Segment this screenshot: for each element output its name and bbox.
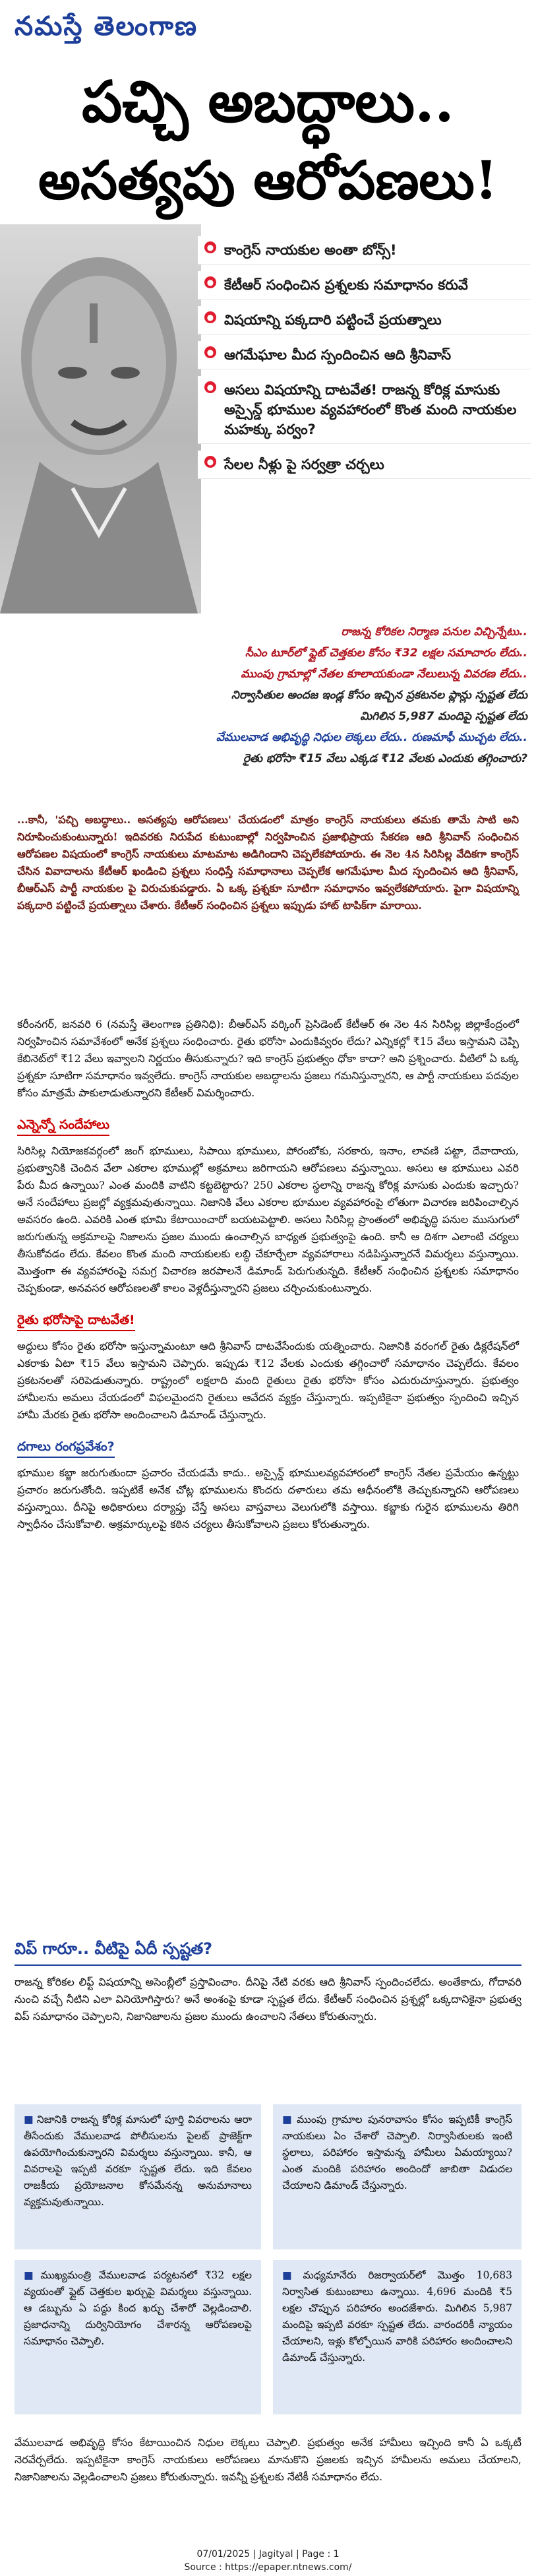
summary-bullet <box>198 451 531 479</box>
dateline-paragraph: కరీంనగర్, జనవరి 6 (నమస్తే తెలంగాణ ప్రతినిధి): బీఆర్ఎస్ వర్కింగ్ ప్రెసిడెంట్ కేటీఆర్ ఈ నెల 4న సిరిసిల్ల జిల్లాకేంద్రంలో నిర్వహించిన సమావేశంలో అనేక ప్రశ్నలు సంధించారు. రైతు భరోసా ఎందుకివ్వరం లేదు? ఎన్నికల్లో ₹15 వేలు ఇస్తామని చెప్పి కేబినెట్‌లో ₹12 వేలు ఇవ్వాలని నిర్ణయం తీసుకున్నారు? ఇది కాంగ్రెస్ ప్రభుత్వం ధోకా కాదా? అని ప్రశ్నించారు. వీటిలో ఏ ఒక్క ప్రశ్నకూ సూటిగా సమాధానం ఇవ్వలేదు. కాంగ్రెస్ నాయకుల అబద్ధాలను ప్రజలు గమనిస్తున్నారని, ఆ పార్టీ నాయకులు పదవుల కోసం మాత్రమే పాకులాడుతున్నారని కేటీఆర్ విమర్శించారు. <box>17 1018 519 1099</box>
bullet-icon: ● <box>204 346 216 358</box>
bullet-text: కాంగ్రెస్ నాయకుల అంతా బోన్స్! <box>224 242 397 258</box>
bullet-icon: ● <box>204 456 216 468</box>
summary-bullet <box>198 236 531 265</box>
bullet-icon: ● <box>204 381 216 393</box>
bullet-text: సేలల నీళ్లు పై సర్వత్రా చర్చలు <box>224 456 384 472</box>
page-footer <box>0 2548 536 2574</box>
info-box-text: మధ్యమానేరు రిజర్వాయర్‌లో మొత్తం 10,683 నిర్వాసిత కుటుంబాలు ఉన్నాయి. 4,696 మందికి ₹5 లక్షల చొప్పున పరిహారం అందజేశారు. మిగిలిన 5,987 మందిపై ఇప్పటి వరకూ స్పష్టత లేదు. వారందరికీ న్యాయం చేయాలని, ఇళ్లు కోల్పోయిన వారికి పరిహారం అందించాలని డిమాండ్ చేస్తున్నారు. <box>282 2269 512 2364</box>
info-box <box>15 2260 261 2414</box>
closing-paragraph: వేములవాడ అభివృద్ధి కోసం కేటాయించిన నిధుల లెక్కలు చెప్పాలి. ప్రభుత్వం అనేక హామీలు ఇచ్చింది కానీ ఏ ఒక్కటీ నెరవేర్చలేదు. ఇప్పటికైనా కాంగ్రెస్ నాయకులు ఆరోపణలు మానుకొని ప్రజలకు ఇచ్చిన హామీలను అమలు చేయాలని, నిజానిజాలను వెల్లడించాలని ప్రజలు కోరుతున్నారు. ఇవన్నీ ప్రశ్నలకు నేటికీ సమాధానం లేదు. <box>15 2436 521 2483</box>
caption-line: వేములవాడ అభివృద్ధి నిధుల లెక్కలు లేదు.. రుణమాఫీ ముచ్చట లేదు.. <box>216 731 527 744</box>
hero-section <box>0 224 536 613</box>
caption-line: మిగిలిన 5,987 మందిపై స్పష్టత లేదు <box>360 710 527 723</box>
summary-bullet <box>198 376 531 444</box>
question-section <box>15 1939 521 2025</box>
info-boxes <box>15 2104 521 2414</box>
bullet-text: విషయాన్ని పక్కదారి పట్టించే ప్రయత్నాలు <box>224 312 442 328</box>
section-paragraph: సిరిసిల్ల నియోజకవర్గంలో జంగ్ భూములు, సిపాయి భూములు, పోరంబోకు, సరకారు, ఇనాం, లావణి పట్టా, దేవాదాయ, ప్రభుత్వానికి చెందిన వేలా ఎకరాల భూముల్లో అక్రమాలు జరిగాయని ఆరోపణలు వస్తున్నాయి. అసలు ఆ భూములు ఎవరి పేరు మీద ఉన్నాయి? ఎంత మందికి వాటిని కట్టబెట్టారు? 250 ఎకరాల స్థలాన్ని రాజన్న కోరిక్ల మాసుకు ఎందుకు ఇచ్చారు? అనే సందేహాలు ప్రజల్లో వ్యక్తమవుతున్నాయి. నిజానికి వేలు ఎకరాల భూముల వ్యవహారంపై లోతుగా విచారణ జరిపించాల్సిన అవసరం ఉంది. ఎవరికి ఎంత భూమి కేటాయించారో బయటపెట్టాలి. అసలు సిరిసిల్ల ప్రాంతంలో అభివృద్ధి పనుల ముసుగులో జరుగుతున్న అక్రమాలపై నిజాలను ప్రజల ముందు ఉంచాల్సిన బాధ్యత ప్రభుత్వంపై ఉంది. కానీ ఆ దిశగా ఎలాంటి చర్యలు తీసుకోవడం లేదు. కేవలం కొంత మంది నాయకులకు లబ్ధి చేకూర్చేలా వ్యవహారాలు నడిపిస్తున్నారనే విమర్శలు వస్తున్నాయి. మొత్తంగా ఈ వ్యవహారంపై సమగ్ర విచారణ జరపాలనే డిమాండ్ పెరుగుతున్నది. కేటీఆర్ సంధించిన ప్రశ్నలకు సమాధానం చెప్పకుండా, అనవసర ఆరోపణలతో కాలం వెళ్లదీస్తున్నారని ప్రజలు చర్చించుకుంటున్నారు. <box>17 1145 519 1294</box>
bullet-icon: ● <box>204 276 216 288</box>
headline-line-2: అసత్యపు ఆరోపణలు! <box>38 149 498 211</box>
section-paragraph: భూముల కబ్జా జరుగుతుందా ప్రచారం చేయడమే కాదు.. అస్సైన్డ్ భూములవ్యవహారంలో కాంగ్రెస్ నేతల ప్రమేయం ఉన్నట్టు ప్రచారం జరుగుతోంది. ఇప్పటికే అనేక చోట్ల భూములను కొందరు దళారులు తమ ఆధీనంలోకి తెచ్చుకున్నారని ఆరోపణలు వస్తున్నాయి. దీనిపై అధికారులు దర్యాప్తు చేస్తే అసలు వాస్తవాలు వెలుగులోకి వస్తాయి. కబ్జాకు గురైన భూములను తిరిగి స్వాధీనం చేసుకోవాలి. అక్రమార్కులపై కఠిన చర్యలు తీసుకోవాలని ప్రజలు కోరుతున్నారు. <box>17 1466 519 1530</box>
section-heading: రైతు భరోసాపై దాటవేత! <box>17 1311 135 1331</box>
section-paragraph: అద్దులు కోసం రైతు భరోసా ఇస్తున్నామంటూ ఆది శ్రీనివాస్ దాటవేసేందుకు యత్నించారు. నిజానికి వరంగల్ రైతు డిక్లరేషన్‌లో ఎకరాకు ఏటా ₹15 వేలు ఇస్తామని చెప్పారు. ఇప్పుడు ₹12 వేలకు ఎందుకు తగ్గించారో సమాధానం చెప్పలేదు. కేవలం ప్రకటనలతో సరిపెడుతున్నారు. రాష్ట్రంలో లక్షలాది మంది రైతులు రైతు భరోసా కోసం ఎదురుచూస్తున్నారు. ప్రభుత్వం హామీలను అమలు చేయడంలో విఫలమైందని రైతులు ఆవేదన వ్యక్తం చేస్తున్నారు. ఇప్పటికైనా ప్రభుత్వం స్పందించి ఇచ్చిన హామీ మేరకు రైతు భరోసా అందించాలని డిమాండ్ చేస్తున్నారు. <box>17 1340 519 1421</box>
info-box <box>15 2104 261 2249</box>
caption-line: సీఎం టూర్‌లో ఫ్లైట్ చెత్తకుల కోసం ₹32 లక్షల సమాచారం లేదు.. <box>245 646 527 660</box>
caption-line: ముంపు గ్రామాల్లో నేతల కూలాయకుండా నేలులున్న వివరణ లేదు.. <box>241 668 527 681</box>
box-marker-icon: ■ <box>24 2269 38 2281</box>
red-captions <box>105 620 527 770</box>
question-lead: రాజన్న కోరికల లిఫ్ట్ విషయాన్ని అసెంబ్లీలో ప్రస్తావించాం. దీనిపై నేటి వరకు ఆది శ్రీనివాస్ స్పందించలేదు. అంతేకాదు, గోదావరి నుంచి వచ్చే నీటిని ఎలా వినియోగిస్తారు? అనే అంశంపై కూడా స్పష్టత లేదు. కేటీఆర్ సంధించిన ప్రశ్నల్లో ఒక్కదానికైనా ప్రభుత్వ విప్ సమాధానం చెప్పాలని, నిజానిజాలను ప్రజల ముందు ఉంచాలని నేతలు కోరుతున్నారు. <box>15 1976 521 2023</box>
masthead <box>0 0 536 58</box>
headline <box>0 63 536 219</box>
summary-bullet <box>198 341 531 369</box>
info-box-text: నిజానికి రాజన్న కోరిక్ల మాసులో పూర్తి వివరాలను ఆరా తీసేందుకు వేములవాడ పోలీసులను పైలట్ ప్రాజెక్ట్‌గా ఉపయోగించుకున్నారని విమర్శలు వస్తున్నాయి. కానీ, ఆ వివరాలపై ఇప్పటి వరకూ స్పష్టత లేదు. ఇది కేవలం రాజకీయ ప్రయోజనాల కోసమేనన్న అనుమానాలు వ్యక్తమవుతున్నాయి. <box>24 2114 252 2208</box>
info-box-text: ముంపు గ్రామాల పునరావాసం కోసం ఇప్పటికీ కాంగ్రెస్ నాయకులు ఏం చేశారో చెప్పాలి. నిర్వాసితులకు ఇంటి స్థలాలు, పరిహారం ఇస్తామన్న హామీలు ఏమయ్యాయి? ఎంత మందికి పరిహారం అందిందో జాబితా విడుదల చేయాలని డిమాండ్ చేస్తున్నారు. <box>282 2114 512 2191</box>
summary-bullet <box>198 271 531 299</box>
headline-line-1: పచ్చి అబద్ధాలు.. <box>82 69 454 135</box>
portrait-illustration <box>0 224 201 613</box>
bullet-icon: ● <box>204 311 216 323</box>
intro-paragraph: ...కానీ, 'పచ్చి అబద్ధాలు.. అసత్యపు ఆరోపణలు' చేయడంలో మాత్రం కాంగ్రెస్ నాయకులు తమకు తామే సాటి అని నిరూపించుకుంటున్నారు! ఇదివరకు నిరుపేద కుటుంబాల్లో నిర్వహించిన ప్రజాభిప్రాయ సేకరణ ఆది శ్రీనివాస్ సంధించిన ఆరోపణల విషయంలో కాంగ్రెస్ నాయకులు మాటమాట అడిగిందాని చెప్పలేకపోయారు. ఈ నెల 4న సిరిసిల్ల వేదికగా కాంగ్రెస్ చేసిన వివాదాలను కేటీఆర్ ఖండించి ప్రశ్నలు సంధిస్తే సమాధానాలు చెప్పలేక ఆగమేఘాల మీద స్పందించిన ఆది శ్రీనివాస్, బీఆర్ఎస్ పార్టీ నాయకుల పై విరుచుకుపడ్డారు. ఏ ఒక్క ప్రశ్నకూ సూటిగా సమాధానం ఇవ్వలేకపోయారు. పైగా విషయాన్ని పక్కదారి పట్టించే ప్రయత్నాలు చేశారు. కేటీఆర్ సంధించిన ప్రశ్నలు ఇప్పుడు హాట్ టాపిక్‌గా మారాయి. <box>17 813 519 912</box>
summary-bullets <box>198 236 531 486</box>
info-box-text: ముఖ్యమంత్రి వేములవాడ పర్యటనలో ₹32 లక్షల వ్యయంతో ఫ్లైట్ చెత్తకుల ఖర్చుపై విమర్శలు వస్తున్నాయి. ఆ డబ్బును ఏ పద్దు కింద ఖర్చు చేశారో వెల్లడించాలి. ప్రజాధనాన్ని దుర్వినియోగం చేశారన్న ఆరోపణలపై సమాధానం చెప్పాలి. <box>24 2269 252 2347</box>
portrait-photo <box>0 224 201 613</box>
box-marker-icon: ■ <box>282 2269 301 2281</box>
bullet-text: ఆగమేఘాల మీద స్పందించిన ఆది శ్రీనివాస్ <box>224 347 452 363</box>
info-box <box>273 2260 521 2414</box>
question-heading: విప్ గారూ.. వీటిపై ఏదీ స్పష్టత? <box>15 1939 521 1966</box>
bullet-text: అసలు విషయాన్ని దాటవేత! రాజన్న కోరిక్ల మాసుకు అస్సైన్డ్ భూముల వ్యవహారంలో కొంత మంది నాయకుల మహక్కు పర్వం? <box>224 382 517 437</box>
caption-line: రైతు భరోసా ₹15 వేలు ఎక్కడ ₹12 వేలకు ఎందుకు తగ్గించారు? <box>243 752 527 765</box>
info-box <box>273 2104 521 2249</box>
section-heading: ఎన్నెన్నో సందేహాలు <box>17 1116 109 1136</box>
box-marker-icon: ■ <box>24 2113 34 2125</box>
summary-bullet <box>198 306 531 334</box>
masthead-logo: నమస్తే తెలంగాణ <box>15 10 198 42</box>
section-heading: దగాలు రంగప్రవేశం? <box>17 1438 115 1458</box>
footer-source-link[interactable]: Source : https://epaper.ntnews.com/ <box>184 2562 352 2573</box>
bullet-text: కేటీఆర్ సంధించిన ప్రశ్నలకు సమాధానం కరువే <box>224 277 468 293</box>
bullet-icon: ● <box>204 241 216 253</box>
box-marker-icon: ■ <box>282 2113 295 2125</box>
caption-line: రాజన్న కోరికల నిర్మాణ పనుల విచ్చిన్నేటు.. <box>341 625 527 639</box>
footer-edition-info: 07/01/2025 | Jagityal | Page : 1 <box>196 2549 340 2560</box>
article-body <box>17 1016 519 1540</box>
caption-line: నిర్వాసితుల అందజ ఇండ్ల కోసం ఇచ్చిన ప్రకటనల ప్లాన్లు స్పష్టత లేదు <box>231 689 527 702</box>
